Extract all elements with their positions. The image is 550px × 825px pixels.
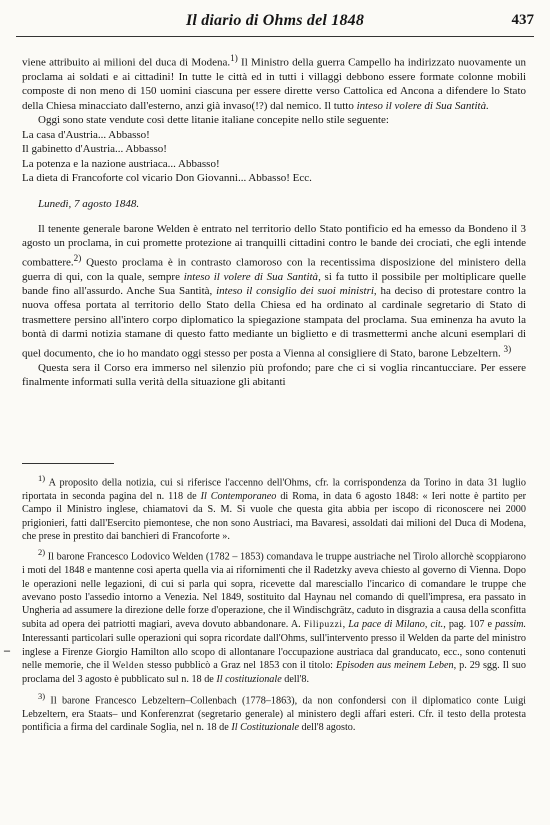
text-run: di Roma, in data 6 agosto 1848: « Ieri notte è partito per Campo il Ministro inglese, chiamatovi da S. M. Si vuole che questa gita abbia per iscopo di riconoscere nei 2000 prigionieri, fatti dall'Esercito piemontese, che non sono Austriaci, ma Bavaresi, assoldati dai milioni del Duca di Modena, che prese in prestito dai banchieri di Francoforte ». [22, 490, 526, 543]
paragraph-3 [22, 222, 526, 361]
paragraph-2: Oggi sono state vendute così dette litanie italiane concepite nello stile seguente: [38, 114, 389, 127]
text-run: , [342, 618, 349, 630]
page-number: 437 [511, 12, 534, 28]
author-name: Filipuzzi [303, 619, 343, 630]
text-run: , p. 29 sgg. Il suo proclama del 3 agosto è pubblicato sul n. 18 de [22, 660, 526, 686]
text-run: Il Ministro della guerra Campello ha indirizzato nuovamente un proclama ai soldati e ai cittadini! In tutte le città ed in tutti i villaggi debbono essere formate colonne mobili composte di non meno di 150 uomini ciascuna per essere dirette verso Cattolica ed Ancona a difendere lo Stato della Chiesa minacciato dall'esterno, anzi già invaso(!?) dal nemico. Il tutto [22, 56, 527, 112]
author-name: Welden [112, 661, 145, 672]
footnote-number: 2) [38, 547, 46, 558]
text-run: Interessanti particolari sulle operazioni qui sopra ricordate dall'Ohms, sull'intervento presso il Welden da parte del ministro inglese a Firenze Giorgio Hamilton allo scopo di allontanare l'occupazione austriaca dal granducato, ecc., sono contenuti nelle memorie, che il [22, 633, 526, 672]
date-heading [22, 197, 526, 211]
footnote-rule [22, 463, 114, 464]
litany-line-3: La potenza e la nazione austriaca... Abbasso! [22, 157, 220, 170]
italic-phrase: inteso il volere di Sua Santità. [356, 99, 489, 112]
italic-title: La pace di Milano [348, 618, 425, 630]
litany-line-1: La casa d'Austria... Abbasso! [22, 128, 150, 141]
footnote-ref-2[interactable]: 2) [73, 252, 82, 263]
footnote-ref-1[interactable]: 1) [230, 53, 238, 63]
italic-title: Il costituzionale [216, 674, 282, 686]
text-run: dell'8. [281, 674, 310, 686]
italic-phrase: inteso il volere di Sua Santità [183, 270, 319, 283]
text-run: Il tenente generale barone Welden è entrato nel territorio dello Stato pontificio ed ha emesso da Bondeno il 3 agosto un proclama, in cui promette protezione ai tranquilli cittadini contro le bande dei crociati, che egli intende combattere. [22, 222, 526, 269]
italic-title: Il Costituzionale [231, 722, 299, 734]
footnotes [22, 472, 526, 734]
litany-line-4: La dieta di Francoforte col vicario Don Giovanni... Abbasso! Ecc. [22, 171, 312, 184]
text-run: , pag. 107 e [443, 618, 496, 630]
footnote-ref-3[interactable]: 3) [503, 343, 512, 354]
paragraph-4: Questa sera il Corso era immerso nel silenzio più profondo; pare che ci si voglia rincantucciare. Per essere finalmente informati sulla verità della situazione gli abitanti [22, 361, 526, 389]
footnote-number: 1) [38, 473, 46, 483]
text-run: Questo proclama è in contrasto clamoroso con la recentissima disposizione del ministero della guerra di qui, con la quale, sempre [22, 256, 526, 283]
italic-abbrev: passim. [495, 618, 527, 630]
text-run: A proposito della notizia, cui si riferisce l'accenno dell'Ohms, cfr. la corrispondenza da Torino in data 31 luglio riportata in seconda pagina del n. 118 de [22, 477, 526, 502]
italic-title: Episoden aus meinem Leben [336, 660, 454, 672]
text-run: viene attribuito ai milioni del duca di Modena. [22, 56, 231, 69]
date-heading-text: Lunedì, 7 agosto 1848. [38, 198, 140, 211]
header-rule [16, 36, 534, 37]
italic-title: Il Contemporaneo [200, 490, 277, 502]
paragraph-1 [22, 51, 526, 113]
main-text [22, 51, 526, 390]
footnote-1 [22, 472, 526, 543]
italic-phrase: inteso il consiglio dei suoi ministri [216, 285, 374, 297]
running-head [0, 12, 550, 32]
text-run: stesso pubblicò a Graz nel 1853 con il titolo: [144, 660, 336, 672]
litany-line-2: Il gabinetto d'Austria... Abbasso! [22, 143, 167, 156]
running-title: Il diario di Ohms del 1848 [185, 12, 365, 29]
text-run: dell'8 agosto. [298, 722, 356, 734]
text-run: Il barone Francesco Lebzeltern–Collenbach (1778–1863), da non confondersi con il diplomatico conte Luigi Lebzeltern, era Staats– und Konferenzrat (segretario generale) al ministero degli affari esteri. Cfr. il testo della protesta pontificia a firma del cardinale Soglia, nel n. 18 de [22, 695, 526, 734]
text-run: , si fa tutto il possibile per moltiplicare quelle bande fino all'assurdo. Anche Sua Santità, [22, 270, 526, 297]
margin-mark: – [4, 643, 10, 657]
text-run: , ha deciso di protestare contro la nuova offesa portata al territorio dello Stato della Chiesa ed ha ordinato al cardinale segretario di Stato di trasmettere persino all'intero corpo diplomatico la spiegazione stampata del proclama. Sua eminenza ha avuto la bontà di darmi notizia stamane di questo fatto mediante un biglietto e di trasmettermi anche alcuni esemplari di quel documento, che io ho mandato oggi stesso per posta a Vienna al consigliere di Stato, barone Lebzeltern. [22, 285, 526, 360]
italic-abbrev: cit. [430, 618, 444, 630]
text-run: , [424, 618, 431, 630]
text-run: Il barone Francesco Lodovico Welden (1782 – 1853) comandava le truppe austriache nel Tirolo allorchè scoppiarono i moti del 1848 e mantenne così aperta quella via ai rifornimenti che il Radetzky aveva chiesto al governo di Vienna. Dopo le operazioni nelle legazioni, di cui si parla qui sopra, ricevette dal maresciallo l'incarico di comandare le truppe che avevano posto l'assedio intorno a Venezia. Nel 1849, sostituito dal Haynau nel comando di quell'impresa, era passato in Ungheria ad assumere la direzione delle forze d'operazione, che il Windischgrätz, caduto in disgrazia a causa della sconfitta subita ad opera dei patriotti magiari, aveva dovuto abbandonare. A. [22, 551, 526, 630]
footnote-2 [22, 546, 526, 686]
footnote-3 [22, 690, 526, 735]
footnote-number: 3) [38, 690, 46, 701]
